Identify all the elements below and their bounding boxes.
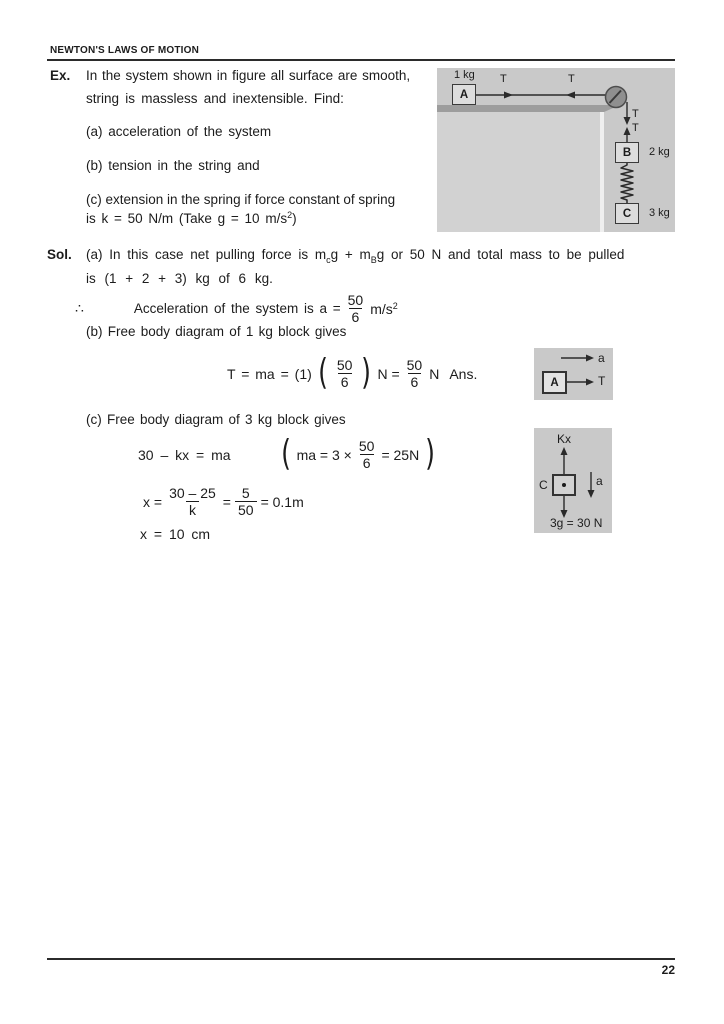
text-segment: g + m xyxy=(330,247,371,262)
spring-force-label: Kx xyxy=(557,432,572,446)
spring-equation-3: x = 10 cm xyxy=(140,526,211,542)
numerator: 50 xyxy=(358,438,375,454)
denominator: 6 xyxy=(349,308,363,325)
fraction xyxy=(356,438,378,471)
table-front-face xyxy=(437,112,600,232)
page-header-title: NEWTON'S LAWS OF MOTION xyxy=(50,45,200,56)
acceleration-equation xyxy=(75,292,398,325)
figure-pulley-system xyxy=(437,68,675,232)
arrowhead-right xyxy=(504,92,513,99)
acceleration-text: Acceleration of the system is a = xyxy=(133,301,341,317)
page-number: 22 xyxy=(661,963,675,977)
equation-result: = 0.1m xyxy=(260,493,304,510)
equation-lhs: x = xyxy=(143,493,163,510)
block-c-label: C xyxy=(539,478,548,492)
table-top-edge xyxy=(437,105,620,112)
solution-a-line1 xyxy=(86,247,624,265)
fraction xyxy=(404,357,426,390)
denominator: k xyxy=(186,501,199,518)
arrowhead-down xyxy=(624,117,631,125)
tension-left-label: T xyxy=(568,73,575,85)
close-paren: ) xyxy=(425,433,436,475)
note-post: = 25N xyxy=(381,446,420,463)
problem-part-b: (b) tension in the string and xyxy=(86,158,260,173)
accel-arrowhead xyxy=(586,355,594,362)
spring-equation-2 xyxy=(143,485,304,518)
problem-line1: In the system shown in figure all surface are smooth, xyxy=(86,68,411,83)
mass-a-label: 1 kg xyxy=(454,69,475,81)
problem-label: Ex. xyxy=(50,68,71,83)
fraction xyxy=(334,357,356,390)
fraction xyxy=(235,485,257,518)
equation-mid: N = xyxy=(377,365,400,382)
tension-equation xyxy=(227,352,478,394)
superscript: 2 xyxy=(287,210,293,220)
accel-arrowhead xyxy=(588,490,595,498)
text-segment: is k = 50 N/m (Take g = 10 m/s xyxy=(86,211,288,226)
fbd-c-block xyxy=(552,474,576,496)
solution-label: Sol. xyxy=(47,247,72,262)
spring xyxy=(621,163,633,203)
equation-unit: N xyxy=(429,365,440,382)
equation-lhs: 30 – kx = ma xyxy=(138,446,231,463)
answer-tag: Ans. xyxy=(449,365,478,382)
weight-label: 3g = 30 N xyxy=(550,516,603,530)
text-segment: g or 50 N and total mass to be pulled xyxy=(376,247,625,262)
footer-rule xyxy=(47,958,675,960)
fraction xyxy=(345,292,367,325)
tension-label: T xyxy=(598,374,606,388)
tension-right-label: T xyxy=(500,73,507,85)
header-rule xyxy=(47,59,675,61)
problem-line2: string is massless and inextensible. Find: xyxy=(86,91,344,106)
open-paren: ( xyxy=(317,352,328,394)
table-right-highlight xyxy=(600,112,604,232)
denominator: 6 xyxy=(360,454,374,471)
subscript: c xyxy=(326,255,331,265)
text-segment: ) xyxy=(292,211,297,226)
spring-force-arrowhead xyxy=(561,447,568,455)
equals-sign: = xyxy=(222,493,231,510)
solution-a-line2: is (1 + 2 + 3) kg of 6 kg. xyxy=(86,271,273,286)
denominator: 6 xyxy=(338,373,352,390)
text-segment: (a) In this case net pulling force is m xyxy=(86,247,327,262)
numerator: 30 – 25 xyxy=(169,485,216,501)
block-b: B xyxy=(615,142,639,163)
superscript: 2 xyxy=(392,300,398,311)
numerator: 5 xyxy=(241,485,250,501)
numerator: 50 xyxy=(347,292,364,308)
part-c-heading: (c) Free body diagram of 3 kg block gives xyxy=(86,412,346,427)
fbd-block-c xyxy=(534,428,612,533)
fbd-block-a xyxy=(534,348,613,400)
problem-part-c-line2 xyxy=(86,210,297,226)
open-paren: ( xyxy=(280,433,291,475)
part-b-heading: (b) Free body diagram of 1 kg block gives xyxy=(86,324,347,339)
problem-part-c-line1: (c) extension in the spring if force constant of spring xyxy=(86,192,396,207)
note-pre: ma = 3 × xyxy=(296,446,352,463)
close-paren: ) xyxy=(361,352,372,394)
denominator: 50 xyxy=(235,501,257,518)
tension-up-label: T xyxy=(632,122,639,134)
equation-lhs: T = ma = (1) xyxy=(227,365,312,382)
center-dot xyxy=(562,483,566,487)
numerator: 50 xyxy=(336,357,353,373)
accel-label: a xyxy=(596,474,603,488)
fbd-a-block: A xyxy=(542,371,567,394)
acceleration-unit xyxy=(370,301,398,317)
spring-equation-1 xyxy=(138,433,437,475)
accel-label: a xyxy=(598,351,605,365)
arrowhead-left xyxy=(566,92,575,99)
arrowhead-up xyxy=(624,127,631,135)
subscript: B xyxy=(370,255,377,265)
mass-b-label: 2 kg xyxy=(649,146,670,158)
block-c: C xyxy=(615,203,639,224)
denominator: 6 xyxy=(408,373,422,390)
mass-c-label: 3 kg xyxy=(649,207,670,219)
numerator: 50 xyxy=(406,357,423,373)
block-a: A xyxy=(452,84,476,105)
tension-down-label: T xyxy=(632,108,639,120)
tension-arrowhead xyxy=(586,379,594,386)
fraction xyxy=(166,485,219,518)
problem-part-a: (a) acceleration of the system xyxy=(86,124,272,139)
therefore-symbol: ∴ xyxy=(75,300,84,317)
text-segment: m/s xyxy=(370,300,393,317)
